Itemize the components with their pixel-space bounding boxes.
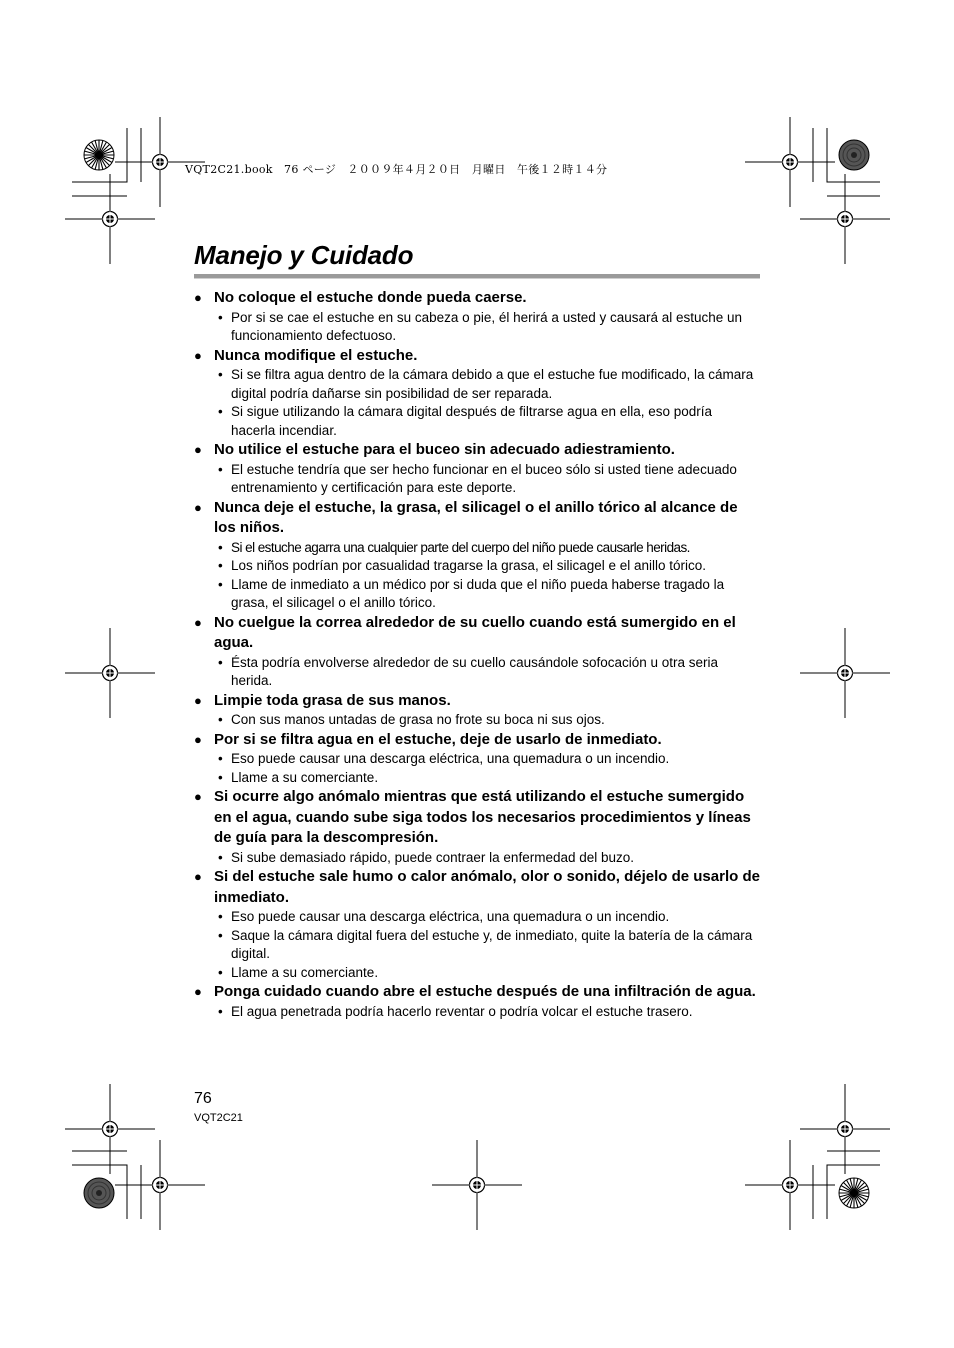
- section-heading: ● Nunca modifique el estuche.: [194, 346, 760, 367]
- section-1: [194, 288, 760, 346]
- section-heading: ● No utilice el estuche para el buceo sin adecuado adiestramiento.: [194, 440, 760, 461]
- list-item: • Eso puede causar una descarga eléctrica, una quemadura o un incendio.: [218, 908, 760, 927]
- bullet-icon: ●: [194, 442, 202, 457]
- bullet-icon: ●: [194, 692, 202, 708]
- bullet-icon: ●: [194, 731, 202, 747]
- list-item: • El estuche tendría que ser hecho funcionar en el buceo sólo si usted tiene adecuado entrenamiento y certificación para este deporte.: [218, 461, 760, 498]
- section-heading: ● Por si se filtra agua en el estuche, deje de usarlo de inmediato.: [194, 730, 760, 751]
- bullet-list: [218, 711, 760, 730]
- list-item: • Ésta podría envolverse alrededor de su cuello causándole sofocación u otra seria herida.: [218, 654, 760, 691]
- list-item: • Eso puede causar una descarga eléctrica, una quemadura o un incendio.: [218, 750, 760, 769]
- bullet-icon: ●: [194, 869, 202, 884]
- section-heading: ● Ponga cuidado cuando abre el estuche después de una infiltración de agua.: [194, 982, 760, 1003]
- list-item: • Si el estuche agarra una cualquier parte del cuerpo del niño puede causarle heridas.: [218, 539, 760, 558]
- title-underline: [194, 274, 760, 279]
- bullet-list: [218, 654, 760, 691]
- page-number: 76: [194, 1090, 212, 1107]
- list-item: • Por si se cae el estuche en su cabeza o pie, él herirá a usted y causará al estuche un funcionamiento defectuoso.: [218, 309, 760, 346]
- list-item: • El agua penetrada podría hacerlo reventar o podría volcar el estuche trasero.: [218, 1003, 760, 1022]
- list-item: • Llame a su comerciante.: [218, 964, 760, 983]
- section-5: [194, 613, 760, 691]
- section-heading: ● No coloque el estuche donde pueda caerse.: [194, 288, 760, 309]
- bullet-icon: ●: [194, 499, 202, 515]
- print-header: VQT2C21.book 76 ページ ２００９年４月２０日 月曜日 午後１２時１４分: [185, 163, 608, 176]
- bullet-icon: ●: [194, 347, 202, 363]
- document-code: VQT2C21: [194, 1112, 243, 1124]
- bullet-list: [218, 908, 760, 982]
- section-heading: ● Si ocurre algo anómalo mientras que está utilizando el estuche sumergido en el agua, cuando sube siga todos los necesarios procedimientos y líneas de guía para la descompresión.: [194, 787, 760, 849]
- section-heading: ● Si del estuche sale humo o calor anómalo, olor o sonido, déjelo de usarlo de inmediato.: [194, 867, 760, 908]
- list-item: • Los niños podrían por casualidad tragarse la grasa, el silicagel e el anillo tórico.: [218, 557, 760, 576]
- list-item: • Si se filtra agua dentro de la cámara debido a que el estuche fue modificado, la cámara digital podría dañarse sin posibilidad de ser reparada.: [218, 366, 760, 403]
- bullet-list: [218, 849, 760, 868]
- bullet-list: [218, 309, 760, 346]
- bullet-icon: ●: [194, 984, 202, 999]
- list-item: • Llame a su comerciante.: [218, 769, 760, 788]
- section-heading: ● Nunca deje el estuche, la grasa, el silicagel o el anillo tórico al alcance de los niños.: [194, 498, 760, 539]
- section-2: [194, 346, 760, 441]
- bullet-icon: ●: [194, 789, 202, 804]
- section-4: [194, 498, 760, 613]
- content: [194, 288, 760, 1021]
- bullet-list: [218, 1003, 760, 1022]
- page-title: Manejo y Cuidado: [194, 240, 414, 270]
- section-7: [194, 730, 760, 788]
- section-heading: ● No cuelgue la correa alrededor de su cuello cuando está sumergido en el agua.: [194, 613, 760, 654]
- section-3: [194, 440, 760, 498]
- section-6: [194, 691, 760, 730]
- section-9: [194, 867, 760, 982]
- list-item: • Llame de inmediato a un médico por si duda que el niño pueda haberse tragado la grasa, el silicagel o el anillo tórico.: [218, 576, 760, 613]
- bullet-list: [218, 461, 760, 498]
- bullet-icon: ●: [194, 290, 202, 305]
- bullet-list: [218, 539, 760, 613]
- list-item: • Si sigue utilizando la cámara digital después de filtrarse agua en ella, eso podría hacerla incendiar.: [218, 403, 760, 440]
- list-item: • Con sus manos untadas de grasa no frote su boca ni sus ojos.: [218, 711, 760, 730]
- bullet-icon: ●: [194, 614, 202, 630]
- list-item: • Si sube demasiado rápido, puede contraer la enfermedad del buzo.: [218, 849, 760, 868]
- section-heading: ● Limpie toda grasa de sus manos.: [194, 691, 760, 712]
- bullet-list: [218, 366, 760, 440]
- section-10: [194, 982, 760, 1021]
- section-8: [194, 787, 760, 867]
- list-item: • Saque la cámara digital fuera del estuche y, de inmediato, quite la batería de la cámara digital.: [218, 927, 760, 964]
- bullet-list: [218, 750, 760, 787]
